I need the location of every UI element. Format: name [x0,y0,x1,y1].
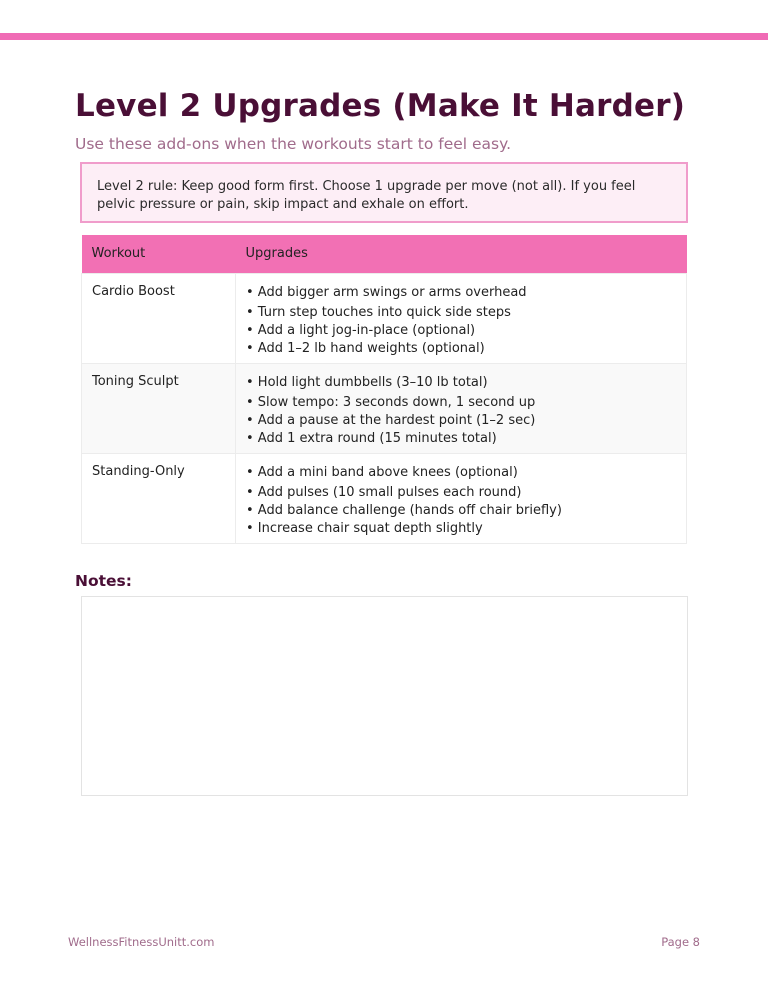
upgrade-item: • Turn step touches into quick side steps [246,304,511,320]
page-title: Level 2 Upgrades (Make It Harder) [75,88,686,124]
workout-name: Standing-Only [82,453,236,543]
upgrade-list [246,464,676,538]
upgrade-list [246,284,676,358]
upgrades-cell [236,273,687,363]
upgrade-list [246,374,676,448]
rule-text: Level 2 rule: Keep good form first. Choose 1 upgrade per move (not all). If you feel pelvic pressure or pain, skip impact and exhale on effort. [97,179,636,212]
table-row [82,453,687,543]
top-accent-stripe [0,33,768,40]
upgrades-cell [236,363,687,453]
upgrades-table [81,235,687,544]
page-subtitle: Use these add-ons when the workouts start to feel easy. [75,135,511,153]
table-header-row [82,235,687,273]
upgrade-item: • Add 1 extra round (15 minutes total) [246,430,497,446]
upgrade-item: • Add a mini band above knees (optional) [246,464,518,480]
header-upgrades: Upgrades [236,235,687,273]
workout-name: Cardio Boost [82,273,236,363]
upgrades-cell [236,453,687,543]
level-2-rule-callout [80,162,688,223]
upgrade-item: • Add a light jog-in-place (optional) [246,322,476,338]
upgrade-item: • Increase chair squat depth slightly [246,520,483,536]
table-row [82,363,687,453]
upgrade-item: • Add pulses (10 small pulses each round) [246,484,522,500]
upgrade-item: • Add 1–2 lb hand weights (optional) [246,340,485,356]
notes-heading: Notes: [75,572,132,590]
header-workout: Workout [82,235,236,273]
footer-site: WellnessFitnessUnitt.com [68,935,215,949]
footer-page-number: Page 8 [661,935,700,949]
upgrade-item: • Add a pause at the hardest point (1–2 sec) [246,412,536,428]
upgrade-item: • Add balance challenge (hands off chair briefly) [246,502,562,518]
table-row [82,273,687,363]
upgrade-item: • Slow tempo: 3 seconds down, 1 second up [246,394,536,410]
upgrade-item: • Hold light dumbbells (3–10 lb total) [246,374,488,390]
notes-area[interactable] [81,596,688,796]
upgrade-item: • Add bigger arm swings or arms overhead [246,284,527,300]
workout-name: Toning Sculpt [82,363,236,453]
